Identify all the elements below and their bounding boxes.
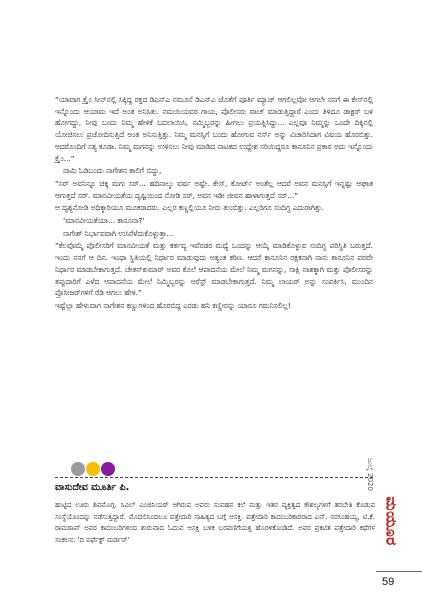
paragraph-3: “ಸರ್ ಅವನಿನ್ನೂ ಚಿಕ್ಕ ಮಗು ಸರ್... ಹದಿನಾಲ್ಕು ವರ್ಷ ಅಷ್ಟೇ. ಕೇಸ್, ಕೋರ್ಟ್ ಅಂತೆಲ್ಲ ಆದರೆ ಅವನ ಮನಸ್ಸಿಗೆ ಇನ್ನಷ್ಟು ಆಘಾತ ಆಗುತ್ತದೆ ಸರ್. ಮಾನವೀಯತೆಯ ದೃಷ್ಟಿಯಿಂದ ನೋಡಿ ಸರ್, ಅವನ ಇಡೀ ಜೀವನ ಹಾಳಾಗುತ್ತದೆ ಸರ್...” [55, 178, 373, 200]
issue-date-text: ಜುಲೈ 2020 [366, 458, 374, 491]
author-name: ವಾಸುದೇವ ಮೂರ್ತಿ ಪಿ. [55, 482, 130, 493]
page-number: 59 [382, 576, 395, 588]
purple-dot [101, 462, 115, 476]
author-bio: ಹುಟ್ಟಿದ ಊರು ಶಿವಮೊಗ್ಗ. ಸಿವಿಲ್ ಎಂಜಿನಿಯರ್ ಆಗಿರುವ ಅವರು ಸಂವಹನ ಕಲೆ ಮತ್ತು ಇತರ ವ್ಯಕ್ತಿತ್ವದ ಕೌಶಲ್ಯಗಳಿಗೆ ತರಬೇತಿ ಕೊಡುವ ಸಂಸ್ಥೆಯೊಂದನ್ನು ನಡೆಸುತ್ತಿದ್ದಾರೆ. ಮೊದಲಿನಿಂದಲೂ ಪತ್ತೇದಾರಿ ಸಾಹಿತ್ಯದ ಬಗ್ಗೆ ಆಸಕ್ತಿ. ಪತ್ತೇದಾರಿ ಕಾದಂಬರಿಕಾರರಾದ ಎನ್. ನರಸಿಂಹಯ್ಯ, ಟಿ.ಕೆ. ರಾಮರಾವ್ ಅವರ ಕಾದಂಬರಿಗಳಿಂದ ಶುರುವಾದ ಓದುವ ಆಸಕ್ತಿ ಬಳಿಕ ಬರವಣಿಗೆಯತ್ತ ಹೊರಳಿಕೊಂಡಿದೆ. ಅವರ ಪ್ರಕಟಿತ ಪತ್ತೇದಾರಿ ಕಥೆಗಳ ಸಂಕಲನ: 'ದಿ ಪರ್ಫೆಕ್ಟ್ ಮರ್ಡರ್' [55, 501, 375, 544]
article-body [55, 94, 373, 313]
paragraph-8: ಇಷ್ಟೆಲ್ಲಾ ಹೇಳುವಾಗ ನಾಗೇಶನ ಕಣ್ಣುಗಳಿಂದ ಹೊರಬಿದ್ದ ಎರಡು ಹನಿ ಕಣ್ಣೀರನ್ನು ಯಾರೂ ಗಮನಿಸಲಿಲ್ಲ! [55, 300, 291, 310]
bio-divider [55, 477, 373, 479]
yellow-dot [86, 462, 100, 476]
gray-dot [71, 462, 85, 476]
magazine-logo-text: ಮಯೂರ [382, 496, 401, 546]
paragraph-6: ನಾಗೇಶ್ ನಿರ್ಭಾವವಾಗಿ ಉಸಿರೆಳೆದುಕೊಳ್ಳುತ್ತಾ... [63, 228, 174, 238]
decorative-dots [71, 462, 115, 478]
page-number-rule [376, 571, 422, 572]
magazine-logo [382, 486, 407, 558]
issue-date [366, 458, 414, 491]
paragraph-7: “ಕೆಲವೊಮ್ಮೆ ಪೊಲೀಸರಿಗೆ ಮಾನವೀಯತೆ ಮತ್ತು ಕರ್ತವ್ಯ ಇವೆರಡರ ಮಧ್ಯೆ ಒಂದನ್ನು ಆಯ್ಕೆ ಮಾಡಿಕೊಳ್ಳುವ ಸಂದಿಗ್ಧ ಪರಿಸ್ಥಿತಿ ಬರುತ್ತದೆ. ಇಂದು ನನಗೆ ಆ ದಿನ. ಇಂಥಾ ಸ್ಥಿತಿಯಲ್ಲಿ ನಿರ್ಧಾರ ಮಾಡುವುದು ಅತ್ಯಂತ ಕಠಿಣ. ಆದರೆ ಕಾನೂನಿನ ರಕ್ಷಕನಾಗಿ ನಾನು ಕಾನೂನಿನ ಪರವೇ ನಿರ್ಧಾರ ಮಾಡಬೇಕಾಗುತ್ತದೆ. ಚೇತನ್‌ಕುಮಾರ್ ಅವರ ಕೊಲೆ ಆಪಾದನೆಯ ಮೇಲೆ ನಿಮ್ಮ ಮಗನನ್ನು, ಸಾಕ್ಷಿ ನಾಶಕ್ಕಾಗಿ ಮತ್ತು ಪೊಲೀಸರನ್ನು ತಪ್ಪುದಾರಿಗೆ ಎಳೆದ ಆಪಾದನೆಯ ಮೇಲೆ ನಿಮ್ಮಿಬ್ಬರನ್ನು ಅರೆಸ್ಟ್ ಮಾಡಬೇಕಾಗುತ್ತದೆ. ನಿಮ್ಮ ಲಾಯರ್ ಅನ್ನು ಸಂಪರ್ಕಿಸಿ, ಮುಂದಿನ ಪ್ರೊಸೀಜರ್‌ಗಳಿಗೆ ರೆಡಿ ಆಗಲು ಹೇಳಿ.” [55, 241, 373, 298]
paragraph-4: ಆ ದೃಶ್ಯನೋಡಿ ಅಧಿಕ್ಕಾರಿಯೂ ಮೂಕರಾದರು. ಎಲ್ಲರ ಕಣ್ಣಲ್ಲಿಯೂ ನೀರು ತುಂಬಿತ್ತು. ಎಲ್ಲರಿಗೂ ಸಂದಿಗ್ಧ ಎದುರಾಗಿತ್ತು. [55, 203, 324, 213]
paragraph-1: “ಯಾವಾಗ ಕ್ರೈಂ ಸೀನ್‌ನಲ್ಲಿ ಸಿಕ್ಕಿದ್ದ ರಕ್ತದ ಡಿಎನ್‌ಎ ನಮೂನೆ ಡಿಎನ್‌ಎ ಜೊತೆಗೆ ಪೂರ್ತಿ ಮ್ಯಾಚ್ ಆಗಲಿಲ್ಲವೋ ಆಗಲೇ ನನಗೆ ಈ ಕೇಸ್‌ನಲ್ಲಿ ಇನ್ನೊಂದು ಆಯಾಮ ಇದೆ ಅಂತ ಅನಿಸಿತು. ನಮಯಿಯವರ ಗಾಯ, ಪೊಲೀಸರು ವಾಚ್ ಮಾಡುತ್ತಿದ್ದಾರೆ ಎಂದು ತಿಳಿದೂ ಡಾಕ್ಟರ್ ಬಳಿ ಹೋಗದ್ದು, ನೀವು ಬಂದು ನಿಮ್ಮ ಹೇಳಿಕೆ ಬದಲಾಯಿಸಿ, ನಮ್ಮಿಬ್ಬರನ್ನು ಹೀಗಲು ಪ್ರಯತ್ನಿಸಿದ್ದು... ಎಲ್ಲವೂ ನಿಮ್ಮನ್ನು ಒಂದೇ ದಿಕ್ಕಿನಲ್ಲಿ ಯೋಚಿಸಲು ಪ್ರಚೋದಿಸುತ್ತಿದೆ ಅಂತ ಅನಿಸುತ್ತಿತ್ತು. ನಿಮ್ಮ ಮನಸ್ಸಿಗೆ ಬಂದು ಹೋಗುವ ನರ್ಸ್ ಅನ್ನು ವಿಚಾರಿಸಿದಾಗ ವಿಷಯ ಹೊರಬಿತ್ತು. ಆದರೊಂದಿಗೆ ಸತ್ಯ ಕೂಡಾ. ನಿಮ್ಮ ಮಗನನ್ನು ಉಳಿಸಲು ನೀವು ಮಾಡಿದ ನಾಟಕದ ಉದ್ದೇಶ ಸರಿಯಿದ್ದರೂ ಕಾನೂನಿನ ಪ್ರಕಾರ ಅದು ಇನ್ನೊಂದು ಕ್ರೈಂ...” [55, 95, 373, 163]
paragraph-5: ‘ಮಾನವೀಯತೆಯಾ... ಕಾನೂನಾ?’ [63, 216, 145, 226]
paragraph-2: ನಾಮಿ ಓಡಿಬಂದು ನಾಗೇಶನ ಕಾಲಿಗೆ ಬಿದ್ದು, [63, 166, 162, 176]
